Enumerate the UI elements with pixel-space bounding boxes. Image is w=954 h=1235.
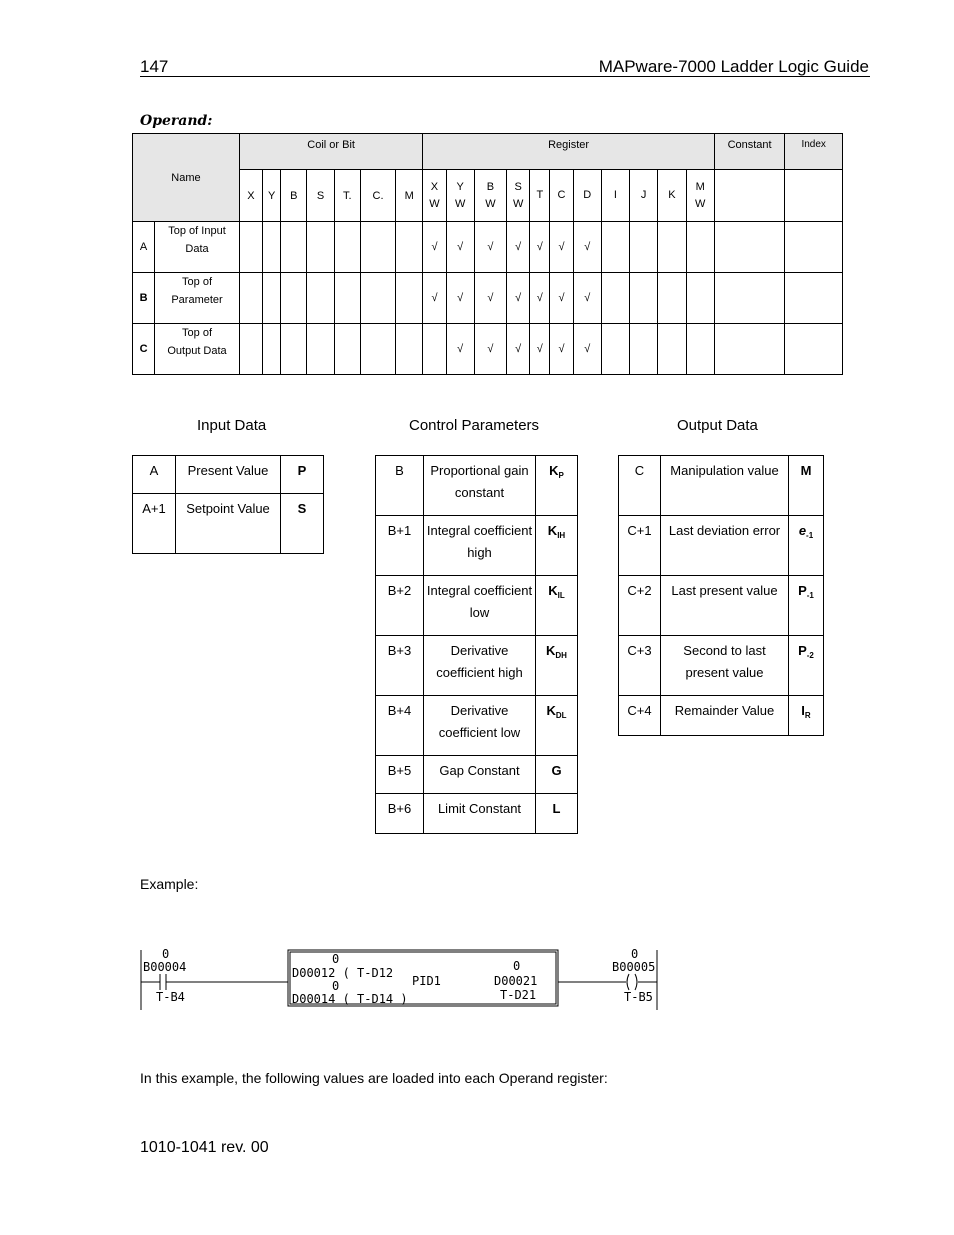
register-col-suffix: W xyxy=(485,197,496,210)
coil-cell xyxy=(307,324,334,375)
register-check-cell: √ xyxy=(573,273,601,324)
register-col-letter: Y xyxy=(456,180,464,193)
operand-row xyxy=(133,222,843,273)
coil-cell xyxy=(281,324,307,375)
register-check-cell: √ xyxy=(550,222,573,273)
symbol-subscript: -1 xyxy=(806,591,814,600)
register-symbol xyxy=(536,456,578,516)
register-col-letter: M xyxy=(695,180,705,193)
register-offset: B+1 xyxy=(376,516,424,576)
operand-name-line: Parameter xyxy=(171,294,223,306)
register-check-cell: √ xyxy=(446,222,474,273)
symbol-letter: S xyxy=(297,501,307,516)
coil-col-header: C. xyxy=(360,170,395,222)
register-col-letter: I xyxy=(613,189,617,201)
register-col-suffix: W xyxy=(429,197,440,210)
coil-cell xyxy=(334,222,360,273)
data-row xyxy=(619,516,824,576)
page-number: 147 xyxy=(140,57,169,76)
register-check-cell: √ xyxy=(507,273,530,324)
register-check-cell: √ xyxy=(423,273,446,324)
register-description: Derivative coefficient high xyxy=(424,636,536,696)
coil-or-bit-header: Coil or Bit xyxy=(239,134,423,170)
register-check-cell: √ xyxy=(474,273,506,324)
register-check-cell xyxy=(601,324,629,375)
register-check-cell xyxy=(686,222,714,273)
register-header: Register xyxy=(423,134,714,170)
register-offset: C+3 xyxy=(619,636,661,696)
operand-label: Operand: xyxy=(140,113,213,129)
register-check-cell xyxy=(658,273,686,324)
register-col-letter: C xyxy=(557,189,566,201)
symbol-letter: K xyxy=(546,703,556,718)
input-data-table xyxy=(132,455,324,554)
register-col-letter: T xyxy=(536,189,544,201)
register-description: Gap Constant xyxy=(424,756,536,794)
register-col-header xyxy=(423,170,446,222)
constant-cell xyxy=(714,222,785,273)
operand-id: A xyxy=(133,222,155,273)
operand-name xyxy=(155,324,240,375)
register-col-header xyxy=(630,170,658,222)
contact-address: B00004 xyxy=(143,960,187,974)
output-data-table xyxy=(618,455,824,736)
register-symbol xyxy=(789,636,824,696)
register-offset: C xyxy=(619,456,661,516)
input2-operand: D00014 ( T-D14 ) xyxy=(292,992,408,1006)
output-address: D00021 xyxy=(494,974,538,988)
operand-name-line: Output Data xyxy=(167,345,227,357)
contact-value: 0 xyxy=(162,947,170,961)
register-description: Remainder Value xyxy=(661,696,789,736)
register-description: Limit Constant xyxy=(424,794,536,834)
register-col-suffix: W xyxy=(454,197,466,210)
register-check-cell xyxy=(686,273,714,324)
register-offset: B+4 xyxy=(376,696,424,756)
output-data-title: Output Data xyxy=(677,417,758,434)
coil-col-header: X xyxy=(239,170,262,222)
register-col-header xyxy=(507,170,530,222)
register-col-letter: B xyxy=(486,180,495,193)
register-col-letter: K xyxy=(668,189,676,201)
register-offset: B+6 xyxy=(376,794,424,834)
symbol-letter: G xyxy=(551,763,562,778)
coil-cell xyxy=(396,273,423,324)
symbol-letter: e xyxy=(798,523,807,538)
symbol-subscript: IL xyxy=(557,591,565,600)
input2-value: 0 xyxy=(332,979,340,993)
symbol-letter: K xyxy=(549,463,559,478)
coil-cell xyxy=(263,222,281,273)
data-row xyxy=(619,636,824,696)
operand-row xyxy=(133,324,843,375)
register-description: Integral coefficient high xyxy=(424,516,536,576)
symbol-subscript: -2 xyxy=(806,651,814,660)
register-check-cell xyxy=(658,324,686,375)
register-check-cell xyxy=(630,324,658,375)
data-row xyxy=(376,756,578,794)
register-description: Present Value xyxy=(176,456,281,494)
register-check-cell: √ xyxy=(550,273,573,324)
operand-id: C xyxy=(133,324,155,375)
output-tag: T-D21 xyxy=(500,988,537,1002)
symbol-letter: L xyxy=(552,801,561,816)
register-check-cell: √ xyxy=(446,273,474,324)
coil-cell xyxy=(396,324,423,375)
coil-cell xyxy=(360,222,395,273)
register-description: Manipulation value xyxy=(661,456,789,516)
symbol-subscript: IH xyxy=(557,531,566,540)
coil-tag: T-B5 xyxy=(624,990,653,1004)
register-col-letter: J xyxy=(640,189,647,201)
operand-name xyxy=(155,273,240,324)
register-check-cell: √ xyxy=(474,222,506,273)
operand-name-line: Data xyxy=(185,243,209,255)
index-header: Index xyxy=(785,134,843,170)
body-text: In this example, the following values are loaded into each Operand register: xyxy=(140,1070,608,1086)
register-symbol xyxy=(536,756,578,794)
index-col-blank xyxy=(785,170,843,222)
register-symbol xyxy=(536,516,578,576)
coil-cell xyxy=(281,222,307,273)
control-parameters-title: Control Parameters xyxy=(409,417,540,434)
coil-cell xyxy=(334,324,360,375)
register-check-cell: √ xyxy=(507,324,530,375)
guide-title: MAPware-7000 Ladder Logic Guide xyxy=(598,57,869,76)
register-symbol xyxy=(536,576,578,636)
operand-row xyxy=(133,273,843,324)
register-check-cell: √ xyxy=(530,222,550,273)
symbol-subscript: R xyxy=(804,711,811,720)
register-check-cell xyxy=(601,273,629,324)
register-check-cell xyxy=(601,222,629,273)
register-check-cell xyxy=(630,273,658,324)
data-row xyxy=(133,494,324,554)
data-row xyxy=(376,696,578,756)
register-symbol xyxy=(789,456,824,516)
register-check-cell: √ xyxy=(530,324,550,375)
register-col-suffix: W xyxy=(694,197,706,210)
register-check-cell xyxy=(630,222,658,273)
register-check-cell: √ xyxy=(423,222,446,273)
coil-col-header: T. xyxy=(334,170,360,222)
coil-cell xyxy=(307,222,334,273)
ladder-diagram xyxy=(138,944,662,1012)
data-row xyxy=(133,456,324,494)
coil-value: 0 xyxy=(631,947,639,961)
contact-tag: T-B4 xyxy=(156,990,185,1004)
data-row xyxy=(376,516,578,576)
register-offset: A xyxy=(133,456,176,494)
register-description: Last present value xyxy=(661,576,789,636)
symbol-letter: I xyxy=(801,703,805,718)
symbol-subscript: DH xyxy=(555,651,567,660)
data-row xyxy=(376,794,578,834)
register-symbol xyxy=(789,696,824,736)
register-offset: C+1 xyxy=(619,516,661,576)
input1-operand: D00012 ( T-D12 xyxy=(292,966,394,980)
coil-col-header: S xyxy=(307,170,334,222)
coil-address: B00005 xyxy=(612,960,656,974)
register-col-header xyxy=(658,170,686,222)
register-check-cell xyxy=(658,222,686,273)
constant-cell xyxy=(714,324,785,375)
input1-value: 0 xyxy=(332,952,340,966)
register-col-letter: D xyxy=(583,189,592,201)
symbol-letter: K xyxy=(546,643,556,658)
symbol-subscript: -1 xyxy=(806,531,814,540)
register-description: Integral coefficient low xyxy=(424,576,536,636)
register-description: Second to last present value xyxy=(661,636,789,696)
name-header-cell xyxy=(133,134,240,222)
register-symbol xyxy=(281,456,324,494)
coil-cell xyxy=(396,222,423,273)
coil-cell xyxy=(360,324,395,375)
register-offset: B xyxy=(376,456,424,516)
register-col-header xyxy=(474,170,506,222)
constant-col-blank xyxy=(714,170,785,222)
register-col-header xyxy=(446,170,474,222)
register-symbol xyxy=(281,494,324,554)
coil-cell xyxy=(281,273,307,324)
symbol-subscript: DL xyxy=(555,711,567,720)
coil-left-arc xyxy=(627,974,629,990)
register-check-cell xyxy=(423,324,446,375)
index-cell xyxy=(785,273,843,324)
coil-right-arc xyxy=(635,974,637,990)
operand-table xyxy=(132,133,843,375)
coil-col-header: Y xyxy=(263,170,281,222)
coil-cell xyxy=(307,273,334,324)
symbol-letter: K xyxy=(548,583,558,598)
output-value: 0 xyxy=(513,959,521,973)
data-row xyxy=(376,576,578,636)
register-check-cell: √ xyxy=(573,222,601,273)
register-col-letter: X xyxy=(430,180,439,193)
pid-block-name: PID1 xyxy=(412,974,441,988)
register-description: Proportional gain constant xyxy=(424,456,536,516)
register-offset: C+4 xyxy=(619,696,661,736)
data-row xyxy=(619,576,824,636)
data-row xyxy=(619,456,824,516)
register-col-header xyxy=(530,170,550,222)
coil-cell xyxy=(334,273,360,324)
register-col-header xyxy=(573,170,601,222)
constant-cell xyxy=(714,273,785,324)
register-check-cell: √ xyxy=(530,273,550,324)
coil-cell xyxy=(263,324,281,375)
register-col-header xyxy=(686,170,714,222)
coil-cell xyxy=(360,273,395,324)
operand-id: B xyxy=(133,273,155,324)
symbol-letter: P xyxy=(297,463,307,478)
header-rule xyxy=(140,76,870,77)
data-row xyxy=(376,456,578,516)
register-symbol xyxy=(789,576,824,636)
symbol-letter: P xyxy=(798,643,807,658)
operand-name-line: Top of Input xyxy=(168,225,226,237)
column-header-row xyxy=(133,170,843,222)
register-offset: B+2 xyxy=(376,576,424,636)
symbol-letter: P xyxy=(798,583,807,598)
register-check-cell: √ xyxy=(550,324,573,375)
register-check-cell: √ xyxy=(446,324,474,375)
register-offset: B+5 xyxy=(376,756,424,794)
coil-cell xyxy=(263,273,281,324)
operand-name-line: Top of xyxy=(182,327,212,339)
data-row xyxy=(619,696,824,736)
input-data-title: Input Data xyxy=(197,417,267,434)
document-revision: 1010-1041 rev. 00 xyxy=(140,1139,269,1156)
register-symbol xyxy=(789,516,824,576)
register-symbol xyxy=(536,636,578,696)
operand-name-line: Top of xyxy=(182,276,212,288)
index-cell xyxy=(785,324,843,375)
register-check-cell: √ xyxy=(507,222,530,273)
register-description: Setpoint Value xyxy=(176,494,281,554)
register-symbol xyxy=(536,794,578,834)
coil-cell xyxy=(239,324,262,375)
register-col-suffix: W xyxy=(512,197,524,210)
register-col-header xyxy=(550,170,573,222)
coil-cell xyxy=(239,273,262,324)
register-col-letter: S xyxy=(514,180,522,193)
operand-name xyxy=(155,222,240,273)
register-offset: B+3 xyxy=(376,636,424,696)
register-description: Derivative coefficient low xyxy=(424,696,536,756)
register-check-cell xyxy=(686,324,714,375)
symbol-subscript: P xyxy=(558,471,564,480)
control-parameters-table xyxy=(375,455,578,834)
data-row xyxy=(376,636,578,696)
coil-col-header: M xyxy=(396,170,423,222)
register-symbol xyxy=(536,696,578,756)
register-description: Last deviation error xyxy=(661,516,789,576)
coil-cell xyxy=(239,222,262,273)
register-col-header xyxy=(601,170,629,222)
coil-col-header: B xyxy=(281,170,307,222)
symbol-letter: K xyxy=(547,523,558,538)
example-label: Example: xyxy=(140,876,199,892)
register-check-cell: √ xyxy=(573,324,601,375)
constant-header: Constant xyxy=(714,134,785,170)
name-header: Name xyxy=(171,171,201,184)
register-offset: A+1 xyxy=(133,494,176,554)
register-check-cell: √ xyxy=(474,324,506,375)
index-cell xyxy=(785,222,843,273)
register-offset: C+2 xyxy=(619,576,661,636)
symbol-letter: M xyxy=(800,463,812,478)
